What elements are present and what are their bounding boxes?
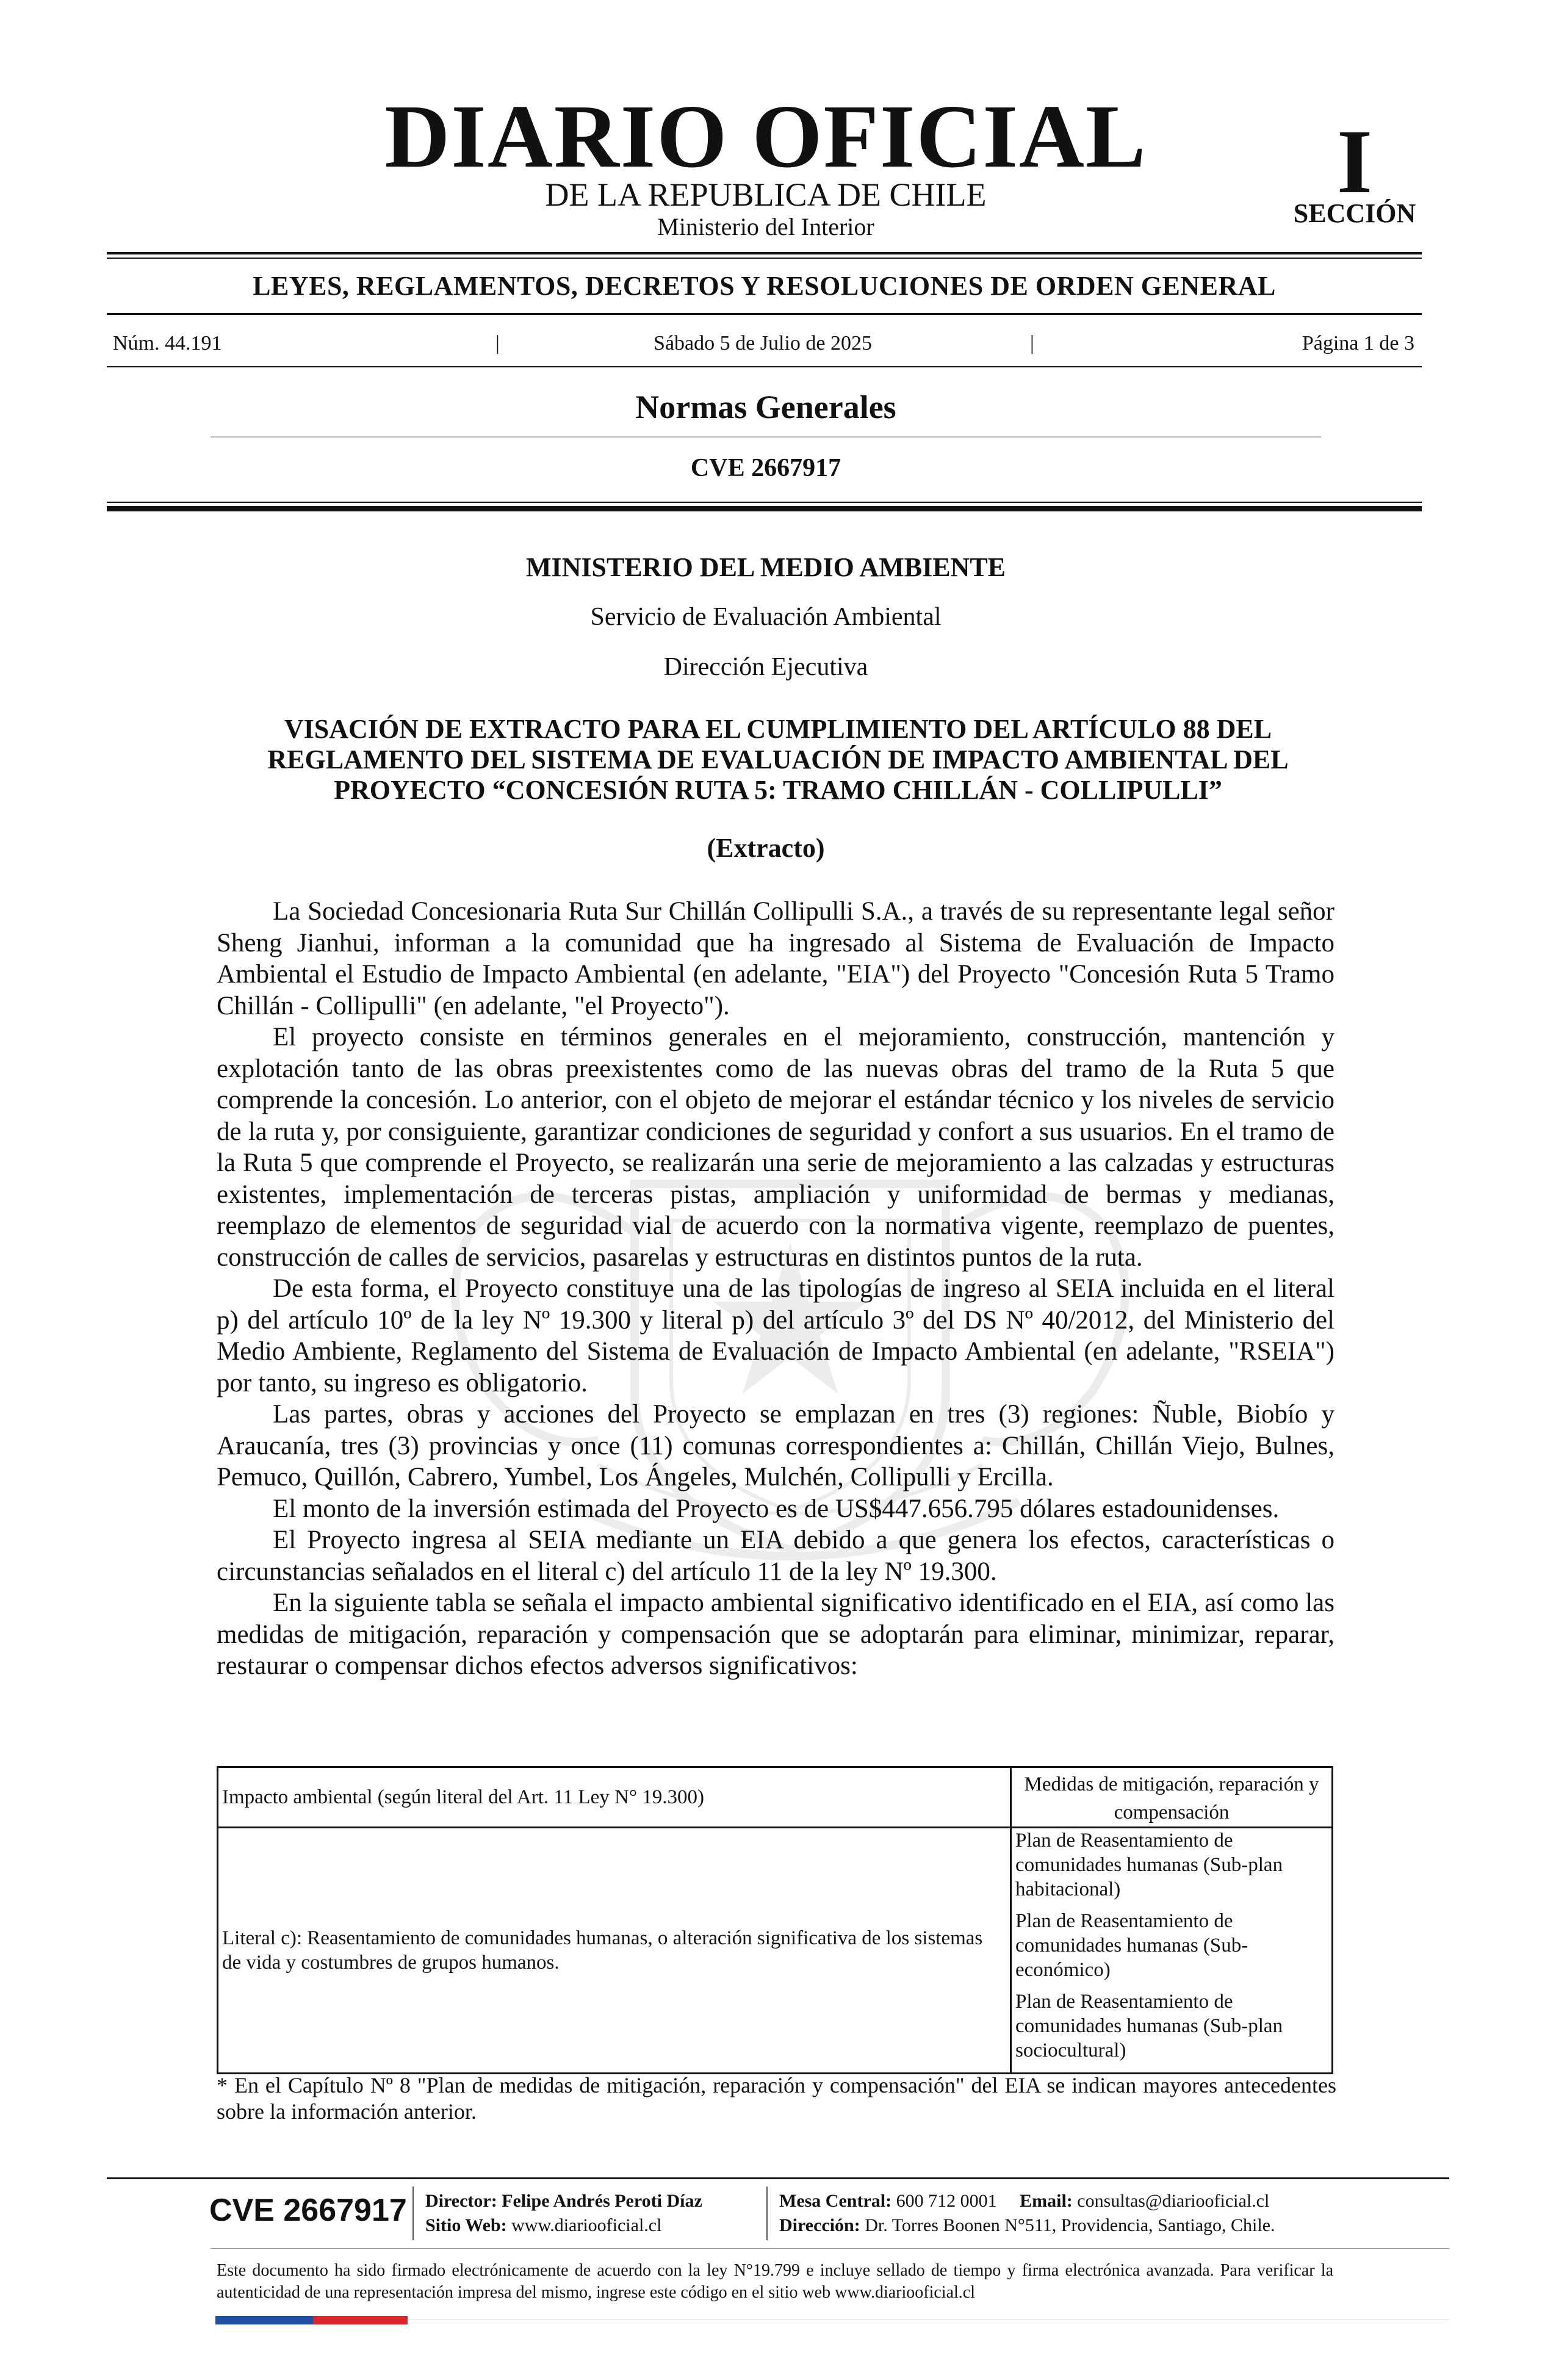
measure-item: Plan de Reasentamiento de comunidades humanas (Sub-plan sociocultural) [1015,1991,1283,2061]
document-directorate: Dirección Ejecutiva [663,653,868,681]
body-paragraph: La Sociedad Concesionaria Ruta Sur Chillán Collipulli S.A., a través de su representante legal señor Sheng Jianhui, informan a la comunidad que ha ingresado al Sistema de Evaluación de Impacto Ambiental el Estudio de Impacto Ambiental (en adelante, "EIA") del Proyecto "Concesión Ruta 5 Tramo Chillán - Collipulli" (en adelante, "el Proyecto"). [217,897,1334,1020]
body-paragraph: En la siguiente tabla se señala el impacto ambiental significativo identificado en el EIA, así como las medidas de mitigación, reparación y compensación que se adoptarán para eliminar, minimizar, reparar, restaurar o compensar dichos efectos adversos significativos: [217,1588,1334,1680]
section-label: SECCIÓN [1293,198,1416,228]
flag-stripe-red [313,2316,408,2324]
page-indicator: Página 1 de 3 [1302,332,1414,355]
address-label: Dirección: [779,2215,860,2235]
phone-label: Mesa Central: [779,2191,892,2211]
section-heading: Normas Generales [635,389,896,425]
document-title-line: PROYECTO “CONCESIÓN RUTA 5: TRAMO CHILLÁN - COLLIPULLI” [334,775,1222,805]
table-cell-impact: Literal c): Reasentamiento de comunidades humanas, o alteración significativa de los sistemas de vida y costumbres de grupos humanos. [218,1828,1011,2074]
category-rule [107,313,1422,315]
body-paragraph: De esta forma, el Proyecto constituye una de las tipologías de ingreso al SEIA incluida en el literal p) del artículo 10º de la ley Nº 19.300 y literal p) del artículo 3º del DS Nº 40/2012, del Ministerio del Medio Ambiente, Reglamento del Sistema de Evaluación de Impacto Ambiental (en adelante, "RSEIA") por tanto, su ingreso es obligatorio. [217,1274,1334,1397]
meta-separator: | [495,332,500,355]
document-subtitle: (Extracto) [707,833,825,863]
document-service: Servicio de Evaluación Ambiental [590,603,942,631]
impact-table [217,1766,1333,2074]
table-header-measures: Medidas de mitigación, reparación y compensación [1011,1767,1333,1828]
meta-separator: | [1030,332,1034,355]
site-label: Sitio Web: [425,2215,507,2235]
issue-date: Sábado 5 de Julio de 2025 [654,332,872,355]
email-label: Email: [1020,2191,1073,2211]
document-title [211,714,1345,806]
site-link[interactable]: www.diariooficial.cl [511,2215,662,2235]
header-rule-thick [107,506,1422,511]
footer-divider [766,2187,768,2240]
footer-contact [779,2189,1275,2238]
document-ministry: MINISTERIO DEL MEDIO AMBIENTE [525,552,1006,582]
director-label: Director: [425,2191,497,2211]
body-paragraph: El monto de la inversión estimada del Proyecto es de US$447.656.795 dólares estadounidenses. [273,1494,1280,1523]
table-header-impact: Impacto ambiental (según literal del Art. 11 Ley N° 19.300) [218,1767,1011,1828]
footer-rule-bottom [211,2248,1449,2249]
meta-rule [107,366,1422,367]
document-title-line: REGLAMENTO DEL SISTEMA DE EVALUACIÓN DE IMPACTO AMBIENTAL DEL [267,745,1289,774]
section-heading-rule [211,436,1321,438]
email-link[interactable]: consultas@diariooficial.cl [1077,2191,1270,2211]
table-header-row [218,1767,1333,1828]
table-row [218,1828,1333,2074]
footer-cve: CVE 2667917 [209,2193,407,2228]
masthead-rule-top-thin [107,258,1422,259]
flag-stripe-blue [215,2316,313,2324]
document-title-line: VISACIÓN DE EXTRACTO PARA EL CUMPLIMIENTO DEL ARTÍCULO 88 DEL [284,714,1272,744]
newspaper-title: DIARIO OFICIAL [384,87,1147,187]
body-paragraph: Las partes, obras y acciones del Proyecto se emplazan en tres (3) regiones: Ñuble, Biobío y Araucanía, tres (3) provincias y once (11) comunas correspondientes a: Chillán, Chillán Viejo, Bulnes, Pemuco, Quillón, Cabrero, Yumbel, Los Ángeles, Mulchén, Collipulli y Ercilla. [217,1400,1334,1491]
newspaper-subtitle: DE LA REPUBLICA DE CHILE [545,176,987,213]
body-paragraph: El proyecto consiste en términos generales en el mejoramiento, construcción, mantención y explotación tanto de las obras preexistentes como de las nuevas obras del tramo de la Ruta 5 que comprende la concesión. Lo anterior, con el objeto de mejorar el estándar técnico y los niveles de servicio de la ruta y, por consiguiente, garantizar condiciones de seguridad y confort a sus usuarios. En el tramo de la Ruta 5 que comprende el Proyecto, se realizarán una serie de mejoramiento a las calzadas y estructuras existentes, implementación de terceras pistas, ampliación y uniformidad de bermas y medianas, reemplazo de elementos de seguridad vial de acuerdo con la normativa vigente, reemplazo de puentes, construcción de calles de servicios, pasarelas y estructuras en distintos puntos de la ruta. [217,1023,1334,1272]
footer-divider [412,2187,414,2240]
footer-disclaimer: Este documento ha sido firmado electrónicamente de acuerdo con la ley N°19.799 e incluye sellado de tiempo y firma electrónica avanzada. Para verificar la autenticidad de una representación impresa del mismo, ingrese este código en el sitio web www.diariooficial.cl [217,2261,1333,2302]
section-number: I [1336,111,1373,212]
measure-item: Plan de Reasentamiento de comunidades humanas (Sub-plan habitacional) [1015,1830,1283,1900]
header-rule-thin [107,502,1422,503]
body-paragraph: El Proyecto ingresa al SEIA mediante un EIA debido a que genera los efectos, características o circunstancias señalados en el literal c) del artículo 11 de la ley Nº 19.300. [217,1526,1334,1586]
address-text: Dr. Torres Boonen N°511, Providencia, Santiago, Chile. [865,2215,1275,2235]
cve-heading: CVE 2667917 [690,454,841,482]
footer-director [425,2189,702,2238]
document-body [217,896,1334,1682]
masthead-rule-top [107,252,1422,254]
director-name: Felipe Andrés Peroti Díaz [502,2191,702,2211]
phone-number: 600 712 0001 [896,2191,997,2211]
newspaper-ministry: Ministerio del Interior [657,213,874,240]
table-cell-measures [1011,1828,1333,2074]
measure-item: Plan de Reasentamiento de comunidades humanas (Sub-económico) [1015,1910,1248,1981]
footer-rule-top [107,2177,1449,2179]
issue-number: Núm. 44.191 [113,332,222,355]
table-note: * En el Capítulo Nº 8 "Plan de medidas de mitigación, reparación y compensación" del EIA se indican mayores antecedentes sobre la información anterior. [217,2073,1336,2124]
category-heading: LEYES, REGLAMENTOS, DECRETOS Y RESOLUCIONES DE ORDEN GENERAL [253,271,1276,301]
